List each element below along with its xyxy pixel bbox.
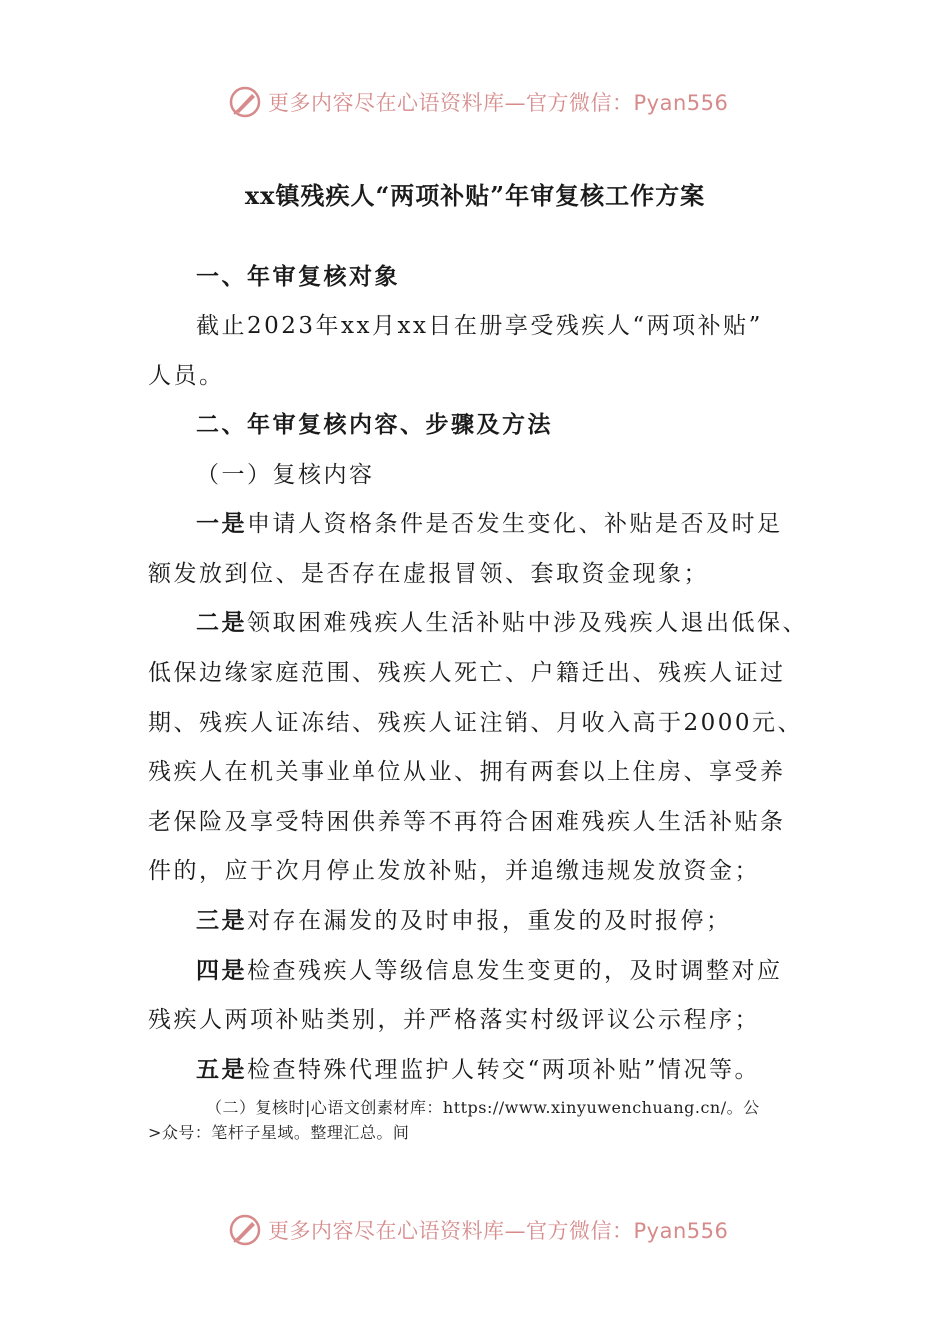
- paragraph-line: 期、残疾人证冻结、残疾人证注销、月收入高于2000元、: [148, 710, 804, 736]
- paragraph-line: 老保险及享受特困供养等不再符合困难残疾人生活补贴条: [148, 809, 786, 835]
- item-5-text: 检查特殊代理监护人转交“两项补贴”情况等。: [247, 1057, 761, 1083]
- item-1-lead: 一是: [196, 510, 247, 537]
- footnote-line-2: >众号：笔杆子星域。整理汇总。间: [148, 1123, 410, 1142]
- watermark-text: 更多内容尽在心语资料库—官方微信：Pyan556: [268, 1219, 729, 1243]
- item-5-lead: 五是: [196, 1056, 247, 1083]
- paragraph-line: 残疾人在机关事业单位从业、拥有两套以上住房、享受养: [148, 759, 786, 785]
- quill-logo-icon: [228, 85, 262, 119]
- section-2-heading: 二、年审复核内容、步骤及方法: [196, 411, 553, 438]
- item-2-lead: 二是: [196, 609, 247, 636]
- paragraph-line: 件的，应于次月停止发放补贴，并追缴违规发放资金；: [148, 858, 760, 884]
- paragraph-line: 额发放到位、是否存在虚报冒领、套取资金现象；: [148, 561, 709, 587]
- paragraph-line: 人员。: [148, 363, 225, 389]
- watermark-text: 更多内容尽在心语资料库—官方微信：Pyan556: [268, 91, 729, 115]
- item-4-text: 检查残疾人等级信息发生变更的，及时调整对应: [247, 958, 783, 984]
- item-2-line: [196, 604, 808, 637]
- paragraph-line: 残疾人两项补贴类别，并严格落实村级评议公示程序；: [148, 1007, 760, 1033]
- item-1-text: 申请人资格条件是否发生变化、补贴是否及时足: [247, 511, 783, 537]
- watermark-banner-bottom: [0, 1210, 950, 1250]
- item-4-line: [196, 952, 783, 985]
- watermark-banner-top: [0, 82, 950, 122]
- footnote-line-1: （二）复核时|心语文创素材库：https://www.xinyuwenchuang.cn/。公: [206, 1098, 760, 1117]
- item-3-text: 对存在漏发的及时申报，重发的及时报停；: [247, 908, 732, 934]
- section-1-heading: 一、年审复核对象: [196, 263, 400, 290]
- paragraph-line: 低保边缘家庭范围、残疾人死亡、户籍迁出、残疾人证过: [148, 660, 786, 686]
- paragraph-line: 截止2023年xx月xx日在册享受残疾人“两项补贴”: [196, 313, 763, 339]
- item-3-lead: 三是: [196, 907, 247, 934]
- item-1-line: [196, 505, 783, 538]
- quill-logo-icon: [228, 1213, 262, 1247]
- item-2-text: 领取困难残疾人生活补贴中涉及残疾人退出低保、: [247, 610, 808, 636]
- item-5-line: [196, 1051, 760, 1084]
- document-title: xx镇残疾人“两项补贴”年审复核工作方案: [244, 181, 706, 210]
- item-3-line: [196, 902, 732, 935]
- item-4-lead: 四是: [196, 957, 247, 984]
- subsection-heading: （一）复核内容: [196, 462, 375, 488]
